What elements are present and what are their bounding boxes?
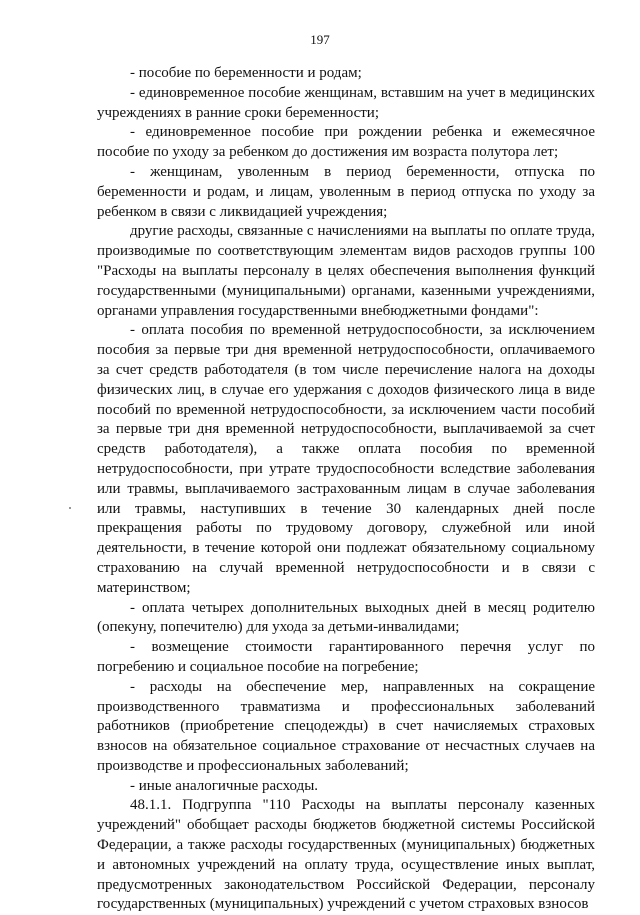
document-body: [97, 64, 595, 915]
paragraph-subgroup-110: 48.1.1. Подгруппа "110 Расходы на выплаты персоналу казенных учреждений" обобщает расходы бюджетов бюджетной системы Российской Федерации, а также расходы государственных (муниципальных) бюджетных и автономных учреждений на оплату труда, осуществление иных выплат, предусмотренных законодательством Российской Федерации, персоналу государственных (муниципальных) учреждений с учетом страховых взносов: [97, 797, 595, 913]
paragraph-other-expenses: другие расходы, связанные с начислениями на выплаты по оплате труда, производимые по соответствующим элементам видов расходов группы 100 "Расходы на выплаты персоналу в целях обеспечения выполнения функций государственными (муниципальными) органами, казенными учреждениями, органами управления государственными внебюджетными фондами":: [97, 223, 595, 319]
paragraph-similar-expenses: - иные аналогичные расходы.: [130, 777, 319, 794]
paragraph-maternity-benefit: - пособие по беременности и родам;: [130, 65, 362, 81]
page-number: 197: [310, 32, 330, 47]
scan-speck: [69, 507, 71, 509]
paragraph-early-registration-benefit: - единовременное пособие женщинам, вставшим на учет в медицинских учреждениях в ранние сроки беременности;: [97, 84, 595, 121]
paragraph-burial-benefit: - возмещение стоимости гарантированного перечня услуг по погребению и социальное пособие на погребение;: [97, 639, 595, 675]
paragraph-dismissed-women: - женщинам, уволенным в период беременности, отпуска по беременности и родам, и лицам, уволенным в период отпуска по уходу за ребенком в связи с ликвидацией учреждения;: [97, 163, 595, 220]
paragraph-sick-leave-payment: - оплата пособия по временной нетрудоспособности, за исключением пособия за первые три дня временной нетрудоспособности, оплачиваемого за счет средств работодателя (в том числе перечисление налога на доходы физических лиц, в случае его удержания с доходов физического лица в виде пособий по временной нетрудоспособности, за исключением части пособий за первые три дня временной нетрудоспособности, выплачиваемой за счет средств работодателя), а также оплата пособия по временной нетрудоспособности, при утрате трудоспособности вследствие заболевания или травмы, выплачиваемого застрахованным лицам в случае заболевания или травмы, наступивших в течение 30 календарных дней после прекращения работы по трудовому договору, служебной или иной деятельности, в течение которой они подлежат обязательному социальному страхованию на случай временной нетрудоспособности и в связи с материнством;: [97, 322, 595, 596]
paragraph-injury-prevention: - расходы на обеспечение мер, направленных на сокращение производственного травматизма и профессиональных заболеваний работников (приобретение спецодежды) в счет начисляемых страховых взносов на обязательное социальное страхование от несчастных случаев на производстве и профессиональных заболеваний;: [97, 678, 595, 774]
paragraph-childbirth-benefit: - единовременное пособие при рождении ребенка и ежемесячное пособие по уходу за ребенком до достижения им возраста полутора лет;: [97, 124, 595, 161]
paragraph-extra-days-off: - оплата четырех дополнительных выходных дней в месяц родителю (опекуну, попечителю) для ухода за детьми-инвалидами;: [97, 599, 595, 636]
